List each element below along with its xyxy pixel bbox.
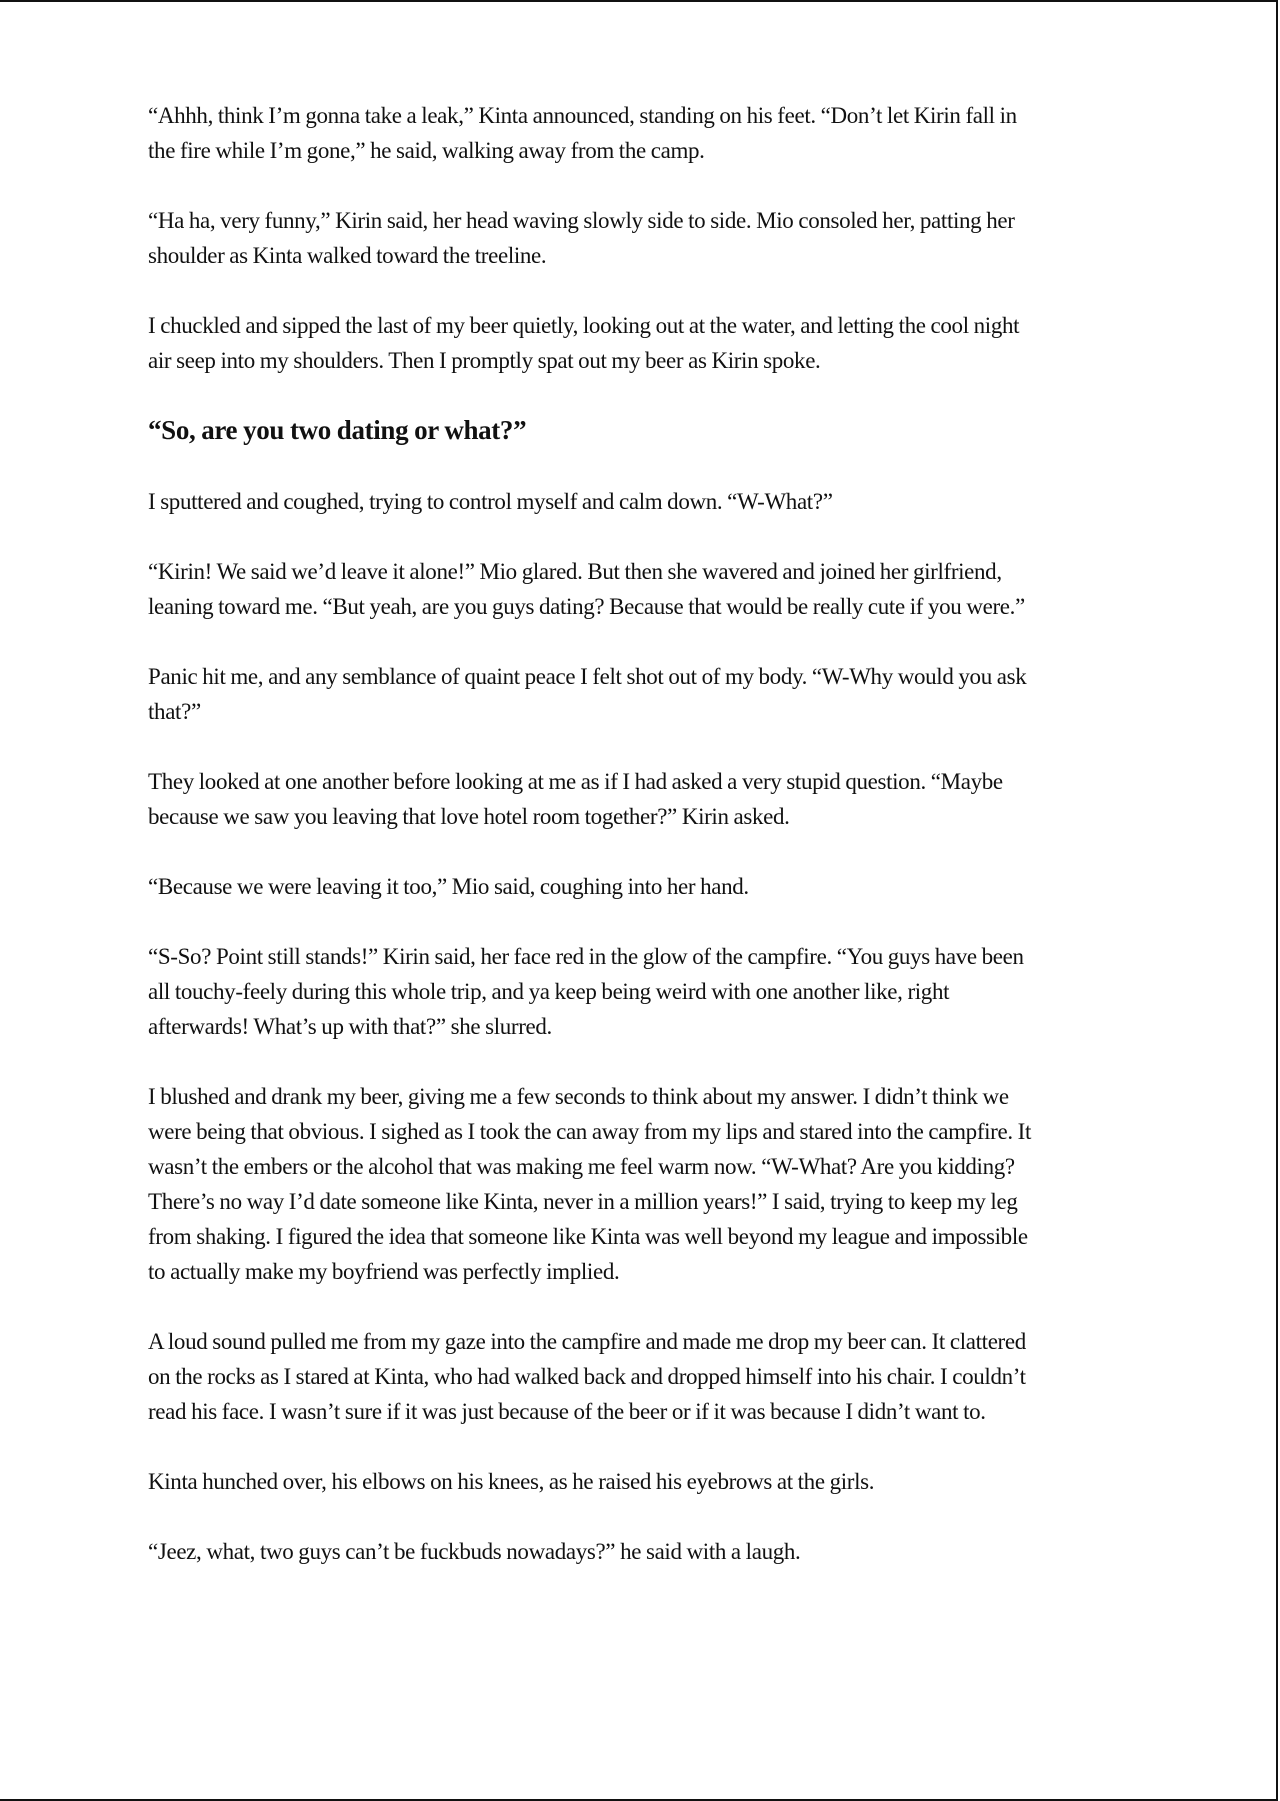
text-line: Kinta hunched over, his elbows on his knees, as he raised his eyebrows at the girls. <box>148 1469 875 1494</box>
paragraph <box>148 98 1138 168</box>
paragraph <box>148 869 1138 904</box>
text-line: afterwards! What’s up with that?” she slurred. <box>148 1014 552 1039</box>
text-line: shoulder as Kinta walked toward the treeline. <box>148 243 547 268</box>
text-line: “So, are you two dating or what?” <box>148 415 527 445</box>
text-line: There’s no way I’d date someone like Kinta, never in a million years!” I said, trying to keep my leg <box>148 1189 1018 1214</box>
text-line: A loud sound pulled me from my gaze into the campfire and made me drop my beer can. It clattered <box>148 1329 1026 1354</box>
paragraph <box>148 659 1138 729</box>
text-line: wasn’t the embers or the alcohol that was making me feel warm now. “W-What? Are you kidding? <box>148 1154 1015 1179</box>
text-line: “Jeez, what, two guys can’t be fuckbuds nowadays?” he said with a laugh. <box>148 1539 801 1564</box>
paragraph <box>148 554 1138 624</box>
text-line: on the rocks as I stared at Kinta, who had walked back and dropped himself into his chair. I couldn’t <box>148 1364 1026 1389</box>
paragraph <box>148 484 1138 519</box>
paragraph <box>148 939 1138 1044</box>
text-line: “Ha ha, very funny,” Kirin said, her head waving slowly side to side. Mio consoled her, patting her <box>148 208 1015 233</box>
text-line: “S-So? Point still stands!” Kirin said, her face red in the glow of the campfire. “You guys have been <box>148 944 1024 969</box>
text-line: from shaking. I figured the idea that someone like Kinta was well beyond my league and impossible <box>148 1224 1028 1249</box>
text-line: “Ahhh, think I’m gonna take a leak,” Kinta announced, standing on his feet. “Don’t let Kirin fall in <box>148 103 1017 128</box>
text-line: because we saw you leaving that love hotel room together?” Kirin asked. <box>148 804 790 829</box>
text-line: were being that obvious. I sighed as I took the can away from my lips and stared into the campfire. It <box>148 1119 1031 1144</box>
text-line: I sputtered and coughed, trying to control myself and calm down. “W-What?” <box>148 489 833 514</box>
paragraph <box>148 203 1138 273</box>
text-line: all touchy-feely during this whole trip, and ya keep being weird with one another like, right <box>148 979 950 1004</box>
text-line: They looked at one another before looking at me as if I had asked a very stupid question. “Maybe <box>148 769 1003 794</box>
text-line: to actually make my boyfriend was perfectly implied. <box>148 1259 620 1284</box>
text-line: read his face. I wasn’t sure if it was just because of the beer or if it was because I didn’t want to. <box>148 1399 986 1424</box>
paragraph <box>148 1534 1138 1569</box>
text-line: I chuckled and sipped the last of my beer quietly, looking out at the water, and letting the cool night <box>148 313 1020 338</box>
text-line: I blushed and drank my beer, giving me a few seconds to think about my answer. I didn’t think we <box>148 1084 1009 1109</box>
paragraph <box>148 1464 1138 1499</box>
text-line: that?” <box>148 699 201 724</box>
paragraph <box>148 308 1138 378</box>
paragraph <box>148 1079 1138 1289</box>
text-line: air seep into my shoulders. Then I promptly spat out my beer as Kirin spoke. <box>148 348 821 373</box>
paragraph <box>148 764 1138 834</box>
text-line: leaning toward me. “But yeah, are you guys dating? Because that would be really cute if you were.” <box>148 594 1025 619</box>
text-line: Panic hit me, and any semblance of quaint peace I felt shot out of my body. “W-Why would you ask <box>148 664 1027 689</box>
text-line: “Kirin! We said we’d leave it alone!” Mio glared. But then she wavered and joined her girlfriend, <box>148 559 1002 584</box>
bold-dialogue-heading <box>148 413 1138 448</box>
paragraph <box>148 1324 1138 1429</box>
text-line: the fire while I’m gone,” he said, walking away from the camp. <box>148 138 705 163</box>
text-line: “Because we were leaving it too,” Mio said, coughing into her hand. <box>148 874 749 899</box>
document-body <box>148 98 1138 1604</box>
